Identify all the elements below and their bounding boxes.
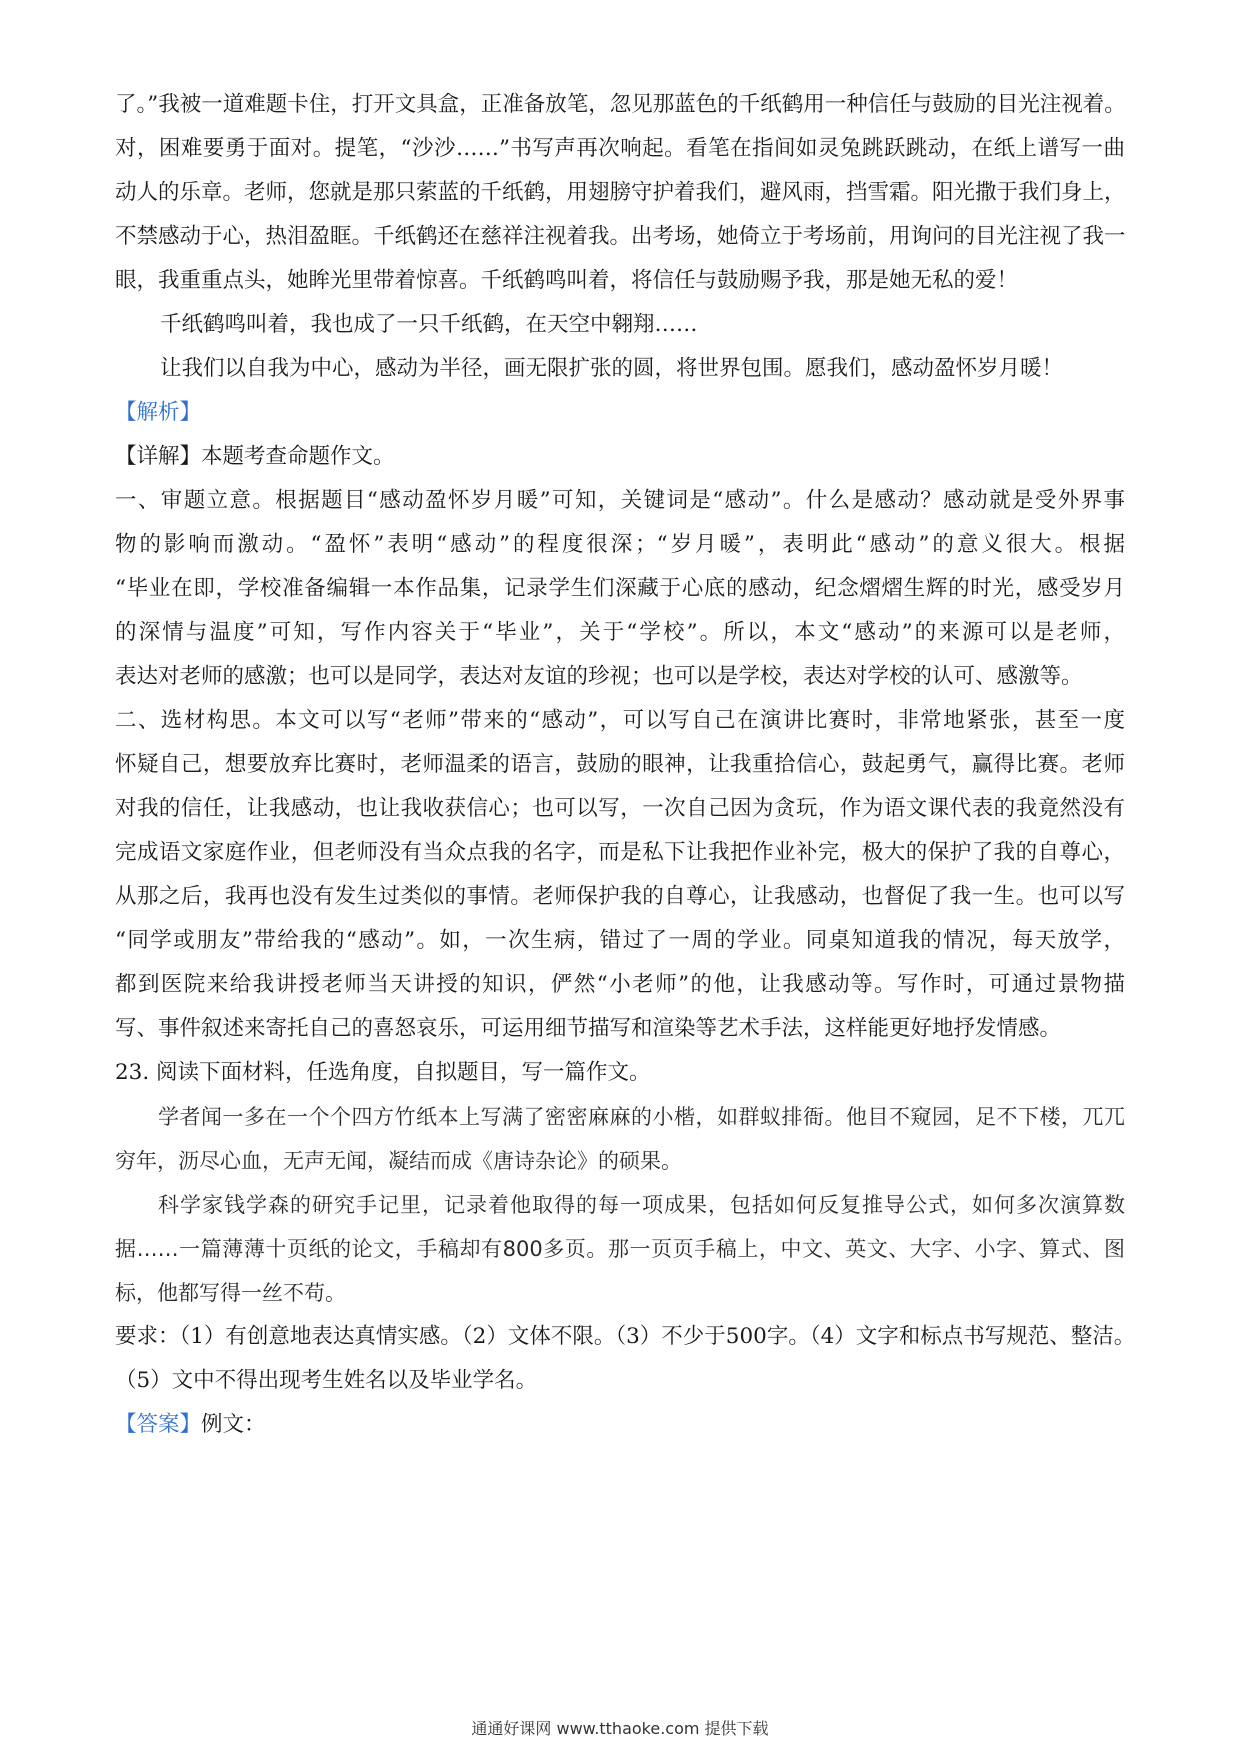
analysis-tag: 【解析】	[115, 400, 202, 425]
essay-paragraph: 让我们以自我为中心，感动为半径，画无限扩张的圆，将世界包围。愿我们，感动盈怀岁月暖！	[160, 356, 1064, 381]
analysis-line: 写、事件叙述来寄托自己的喜怒哀乐，可运用细节描写和渲染等艺术手法，这样能更好地抒发情感。	[115, 1016, 1062, 1041]
essay-line: 了。”我被一道难题卡住，打开文具盒，正准备放笔，忽见那蓝色的千纸鹤用一种信任与鼓励的目光注视着。	[115, 92, 1126, 117]
question-prompt: 23. 阅读下面材料，任选角度，自拟题目，写一篇作文。	[115, 1060, 651, 1085]
analysis-line: 表达对老师的感激；也可以是同学，表达对友谊的珍视；也可以是学校，表达对学校的认可、感激等。	[115, 664, 1083, 689]
material-line: 标，他都写得一丝不苟。	[115, 1281, 346, 1305]
requirements-line: （5）文中不得出现考生姓名以及毕业学名。	[115, 1368, 538, 1393]
essay-line: 不禁感动于心，热泪盈眶。千纸鹤还在慈祥注视着我。出考场，她倚立于考场前，用询问的目光注视了我一	[115, 224, 1126, 249]
analysis-line: 对我的信任，让我感动，也让我收获信心；也可以写，一次自己因为贪玩，作为语文课代表的我竟然没有	[115, 796, 1125, 821]
analysis-line: 二、选材构思。本文可以写“老师”带来的“感动”，可以写自己在演讲比赛时，非常地紧张，甚至一度	[115, 708, 1125, 733]
essay-line: 眼，我重重点头，她眸光里带着惊喜。千纸鹤鸣叫着，将信任与鼓励赐予我，那是她无私的爱！	[115, 268, 1019, 293]
answer-text: 例文：	[201, 1412, 266, 1437]
analysis-line: 一、审题立意。根据题目“感动盈怀岁月暖”可知，关键词是“感动”。什么是感动？感动就是受外界事	[115, 488, 1125, 513]
requirements-line: 要求：（1）有创意地表达真情实感。（2）文体不限。（3）不少于500字。（4）文字和标点书写规范、整洁。	[115, 1324, 1136, 1349]
analysis-heading	[115, 398, 1125, 428]
material-line: 学者闻一多在一个个四方竹纸本上写满了密密麻麻的小楷，如群蚁排衙。他目不窥园，足不下楼，兀兀	[158, 1105, 1125, 1129]
analysis-line: 从那之后，我再也没有发生过类似的事情。老师保护我的自尊心，让我感动，也督促了我一生。也可以写	[115, 884, 1125, 909]
analysis-line: “毕业在即，学校准备编辑一本作品集，记录学生们深藏于心底的感动，纪念熠熠生辉的时光，感受岁月	[115, 576, 1125, 601]
analysis-line: 怀疑自己，想要放弃比赛时，老师温柔的语言，鼓励的眼神，让我重拾信心，鼓起勇气，赢得比赛。老师	[115, 752, 1125, 777]
material-line: 穷年，沥尽心血，无声无闻，凝结而成《唐诗杂论》的硕果。	[115, 1149, 682, 1173]
analysis-line: 都到医院来给我讲授老师当天讲授的知识，俨然“小老师”的他，让我感动等。写作时，可通过景物描	[115, 972, 1125, 997]
page-footer: 通通好课网 www.tthaoke.com 提供下载	[471, 1719, 769, 1738]
detail-line	[115, 442, 1125, 472]
essay-line: 动人的乐章。老师，您就是那只萦蓝的千纸鹤，用翅膀守护着我们，避风雨，挡雪霜。阳光撒于我们身上，	[115, 180, 1126, 205]
detail-label: 【详解】	[115, 444, 202, 469]
essay-paragraph: 千纸鹤鸣叫着，我也成了一只千纸鹤，在天空中翱翔……	[160, 312, 698, 337]
material-line: 科学家钱学森的研究手记里，记录着他取得的每一项成果，包括如何反复推导公式，如何多次演算数	[158, 1193, 1125, 1217]
answer-tag: 【答案】	[115, 1412, 202, 1437]
detail-text: 本题考查命题作文。	[201, 444, 395, 469]
analysis-line: 物的影响而激动。“盈怀”表明“感动”的程度很深；“岁月暖”，表明此“感动”的意义很大。根据	[115, 532, 1125, 557]
analysis-line: “同学或朋友”带给我的“感动”。如，一次生病，错过了一周的学业。同桌知道我的情况，每天放学，	[115, 928, 1125, 953]
analysis-line: 的深情与温度”可知，写作内容关于“毕业”，关于“学校”。所以，本文“感动”的来源可以是老师，	[115, 620, 1125, 645]
answer-line	[115, 1410, 1125, 1440]
essay-line: 对，困难要勇于面对。提笔，“沙沙……”书写声再次响起。看笔在指间如灵兔跳跃跳动，在纸上谱写一曲	[115, 136, 1125, 161]
analysis-line: 完成语文家庭作业，但老师没有当众点我的名字，而是私下让我把作业补完，极大的保护了我的自尊心，	[115, 840, 1125, 865]
material-line: 据……一篇薄薄十页纸的论文，手稿却有800多页。那一页页手稿上，中文、英文、大字、小字、算式、图	[115, 1237, 1125, 1261]
